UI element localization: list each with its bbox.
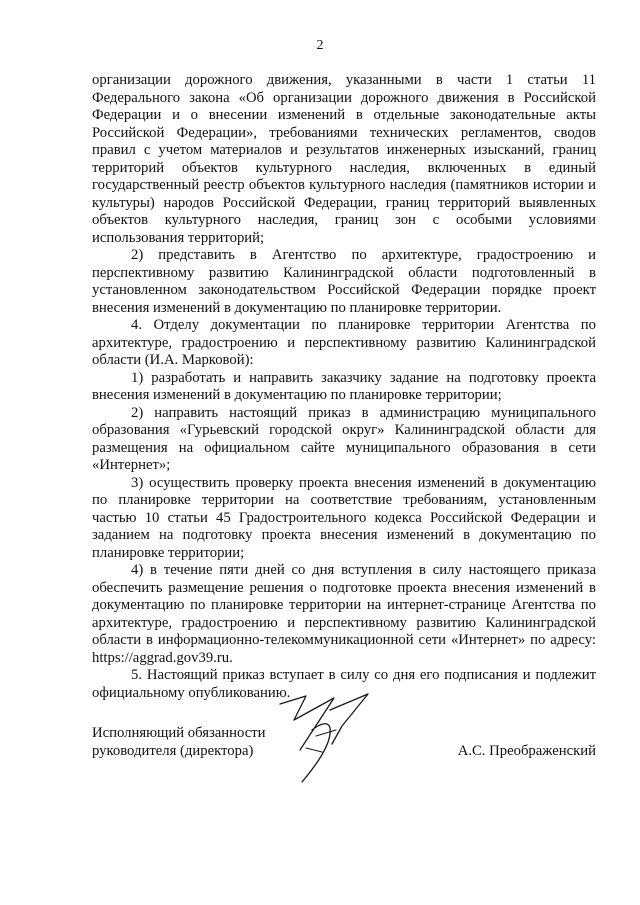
signatory-position-line2: руководителя (директора) <box>92 743 254 759</box>
document-body <box>92 72 596 702</box>
paragraph-item-2-submit: 2) представить в Агентство по архитектуре, градостроению и перспективному развитию Калининградской области подготовленный в установленном законодательством Российской Федерации порядке проект внесения изменений в документацию по планировке территории. <box>92 247 596 316</box>
paragraph-4-item-3: 3) осуществить проверку проекта внесения изменений в документацию по планировке территории на соответствие требованиям, установленным частью 10 статьи 45 Градостроительного кодекса Российской Федерации и заданием на подготовку проекта внесения изменений в документацию по планировке территории; <box>92 474 596 561</box>
signatory-position <box>92 724 266 760</box>
paragraph-section-5: 5. Настоящий приказ вступает в силу со дня его подписания и подлежит официальному опубликованию. <box>92 667 596 701</box>
signatory-name: А.С. Преображенский <box>457 743 596 759</box>
handwritten-signature <box>272 690 382 790</box>
paragraph-4-item-2: 2) направить настоящий приказ в администрацию муниципального образования «Гурьевский городской округ» Калининградской области для размещения на официальном сайте муниципального образования в сети «Интернет»; <box>92 404 596 473</box>
paragraph-4-item-1: 1) разработать и направить заказчику задание на подготовку проекта внесения изменений в документацию по планировке территории; <box>92 369 596 403</box>
page-number: 2 <box>316 38 324 53</box>
signatory-position-line1: Исполняющий обязанности <box>92 725 266 741</box>
paragraph-section-4: 4. Отделу документации по планировке территории Агентства по архитектуре, градостроению и перспективному развитию Калининградской области (И.А. Марковой): <box>92 317 596 368</box>
paragraph-continuation: организации дорожного движения, указанными в части 1 статьи 11 Федерального закона «Об организации дорожного движения в Российской Федерации и о внесении изменений в отдельные законодательные акты Российской Федерации», требованиями технических регламентов, сводов правил с учетом материалов и результатов инженерных изысканий, границ территорий объектов культурного наследия, включенных в единый государственный реестр объектов культурного наследия (памятников истории и культуры) народов Российской Федерации, границ территорий выявленных объектов культурного наследия, границ зон с особыми условиями использования территорий; <box>92 72 596 246</box>
paragraph-4-item-4: 4) в течение пяти дней со дня вступления в силу настоящего приказа обеспечить размещение решения о подготовке проекта внесения изменений в документацию по планировке территории на интернет-странице Агентства по архитектуре, градостроению и перспективному развитию Калининградской области в информационно-телекоммуникационной сети «Интернет» по адресу: https://aggrad.gov39.ru. <box>92 562 596 666</box>
